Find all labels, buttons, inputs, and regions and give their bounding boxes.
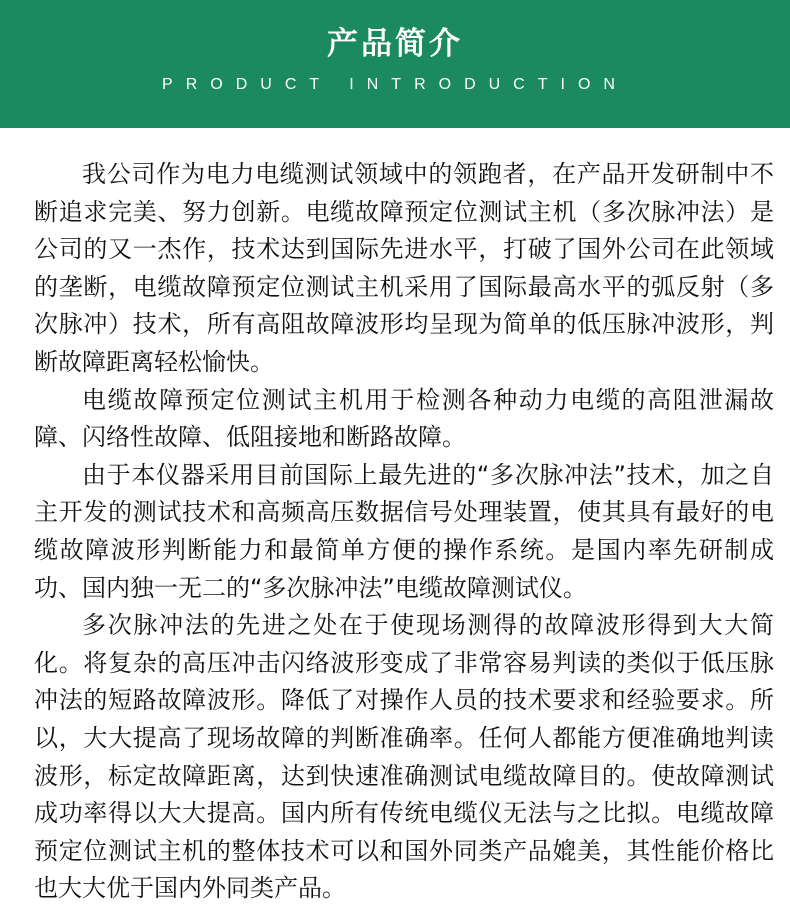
intro-paragraph-2: 电缆故障预定位测试主机用于检测各种动力电缆的高阻泄漏故障、闪络性故障、低阻接地和断路故障。 [34, 385, 774, 452]
intro-paragraph-3: 由于本仪器采用目前国际上最先进的“多次脉冲法”技术，加之自主开发的测试技术和高频高压数据信号处理装置，使其具有最好的电缆故障波形判断能力和最简单方便的操作系统。是国内率先研制成功、国内独一无二的“多次脉冲法”电缆故障测试仪。 [34, 460, 774, 602]
intro-paragraph-1: 我公司作为电力电缆测试领域中的领跑者，在产品开发研制中不断追求完美、努力创新。电缆故障预定位测试主机（多次脉冲法）是公司的又一杰作，技术达到国际先进水平，打破了国外公司在此领域的垄断，电缆故障预定位测试主机采用了国际最高水平的弧反射（多次脉冲）技术，所有高阻故障波形均呈现为简单的低压脉冲波形，判断故障距离轻松愉快。 [34, 160, 774, 376]
page-subtitle: PRODUCT INTRODUCTION [162, 76, 628, 93]
intro-paragraph-4: 多次脉冲法的先进之处在于使现场测得的故障波形得到大大简化。将复杂的高压冲击闪络波形变成了非常容易判读的类似于低压脉冲法的短路故障波形。降低了对操作人员的技术要求和经验要求。所以，大大提高了现场故障的判断准确率。任何人都能方便准确地判读波形，标定故障距离，达到快速准确测试电缆故障目的。使故障测试成功率得以大大提高。国内所有传统电缆仪无法与之比拟。电缆故障预定位测试主机的整体技术可以和国外同类产品媲美，其性能价格比也大大优于国内外同类产品。 [34, 611, 774, 903]
header-banner [0, 0, 790, 128]
page-title: 产品简介 [327, 26, 463, 62]
intro-body [34, 156, 774, 908]
